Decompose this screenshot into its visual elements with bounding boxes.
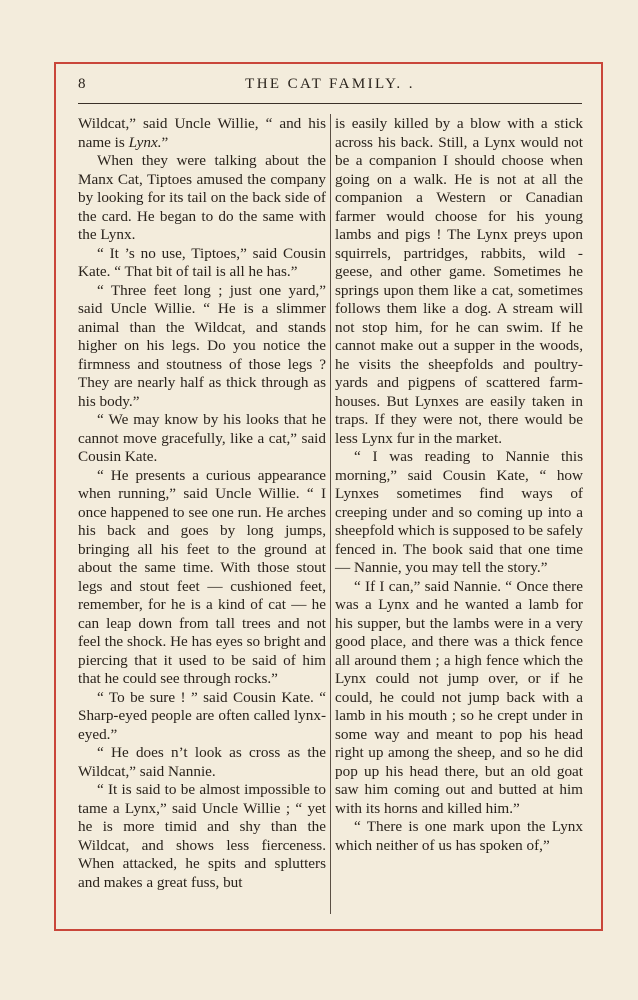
- column-divider: [330, 114, 331, 914]
- paragraph: is easily killed by a blow with a stick across his back. Still, a Lynx would not be a companion I should choose when going on a walk. He is not at all the companion a Western or Canadian farmer would choose for his young lambs and pigs ! The Lynx preys upon squirrels, partridges, rabbits, wild - geese, and other game. Sometimes he springs upon them like a cat, sometimes follows them like a dog. A stream will not stop him, for he can swim. If he cannot make out a supper in the woods, he visits the sheepfolds and poultry-yards and pigpens of scattered farm-houses. But Lynxes are easily taken in traps. If they were not, there would be less Lynx fur in the market.: [335, 115, 583, 447]
- header-rule: [78, 103, 582, 104]
- page-number: 8: [78, 76, 86, 92]
- paragraph: “ He does n’t look as cross as the Wildcat,” said Nannie.: [78, 744, 326, 780]
- page-header: [78, 76, 582, 98]
- left-column: [78, 115, 326, 892]
- paragraph: “ We may know by his looks that he cannot move gracefully, like a cat,” said Cousin Kate.: [78, 411, 326, 465]
- paragraph: “ To be sure ! ” said Cousin Kate. “ Sharp-eyed people are often called lynx-eyed.”: [78, 688, 326, 743]
- paragraph: “ He presents a curious appearance when running,” said Uncle Willie. “ I once happened to see one run. He arches his back and goes by long jumps, bringing all his feet to the ground at about the same time. With those stout legs and stout feet — cushioned feet, remember, for he is a kind of cat — he can leap down from tall trees and not feel the shock. He has eyes so bright and piercing that it used to be said of him that he could see through rocks.”: [78, 466, 326, 687]
- paragraph: “ I was reading to Nannie this morning,” said Cousin Kate, “ how Lynxes sometimes find ways of creeping under and so coming up into a sheepfold which is supposed to be safely fenced in. The book said that one time — Nannie, you may tell the story.”: [335, 448, 584, 576]
- running-head: THE CAT FAMILY. .: [245, 76, 415, 92]
- paragraph: “ It ’s no use, Tiptoes,” said Cousin Kate. “ That bit of tail is all he has.”: [78, 244, 326, 280]
- paragraph: When they were talking about the Manx Cat, Tiptoes amused the company by looking for its tail on the back side of the card. He began to do the same with the Lynx.: [78, 152, 326, 243]
- right-column: [335, 115, 583, 855]
- paragraph: “ If I can,” said Nannie. “ Once there was a Lynx and he wanted a lamb for his supper, but the lambs were in a very good place, and there was a thick fence all around them ; a high fence which the Lynx could not jump over, or if he could, he could not jump back with a lamb in his mouth ; so he crept under in some way and meant to pop his head right up among the sheep, and so he did pop up his head there, but an old goat saw him coming out and butted at him with its horns and killed him.”: [335, 577, 583, 817]
- paragraph: Wildcat,” said Uncle Willie, “ and his name is Lynx.”: [78, 115, 326, 151]
- paragraph: “ There is one mark upon the Lynx which neither of us has spoken of,”: [335, 818, 583, 854]
- paragraph: “ Three feet long ; just one yard,” said Uncle Willie. “ He is a slimmer animal than the Wildcat, and stands higher on his legs. Do you notice the firmness and stoutness of those legs ? They are nearly half as thick through as his body.”: [78, 281, 326, 410]
- paragraph: “ It is said to be almost impossible to tame a Lynx,” said Uncle Willie ; “ yet he is more timid and shy than the Wildcat, and shows less fierceness. When attacked, he spits and splutters and makes a great fuss, but: [78, 781, 326, 891]
